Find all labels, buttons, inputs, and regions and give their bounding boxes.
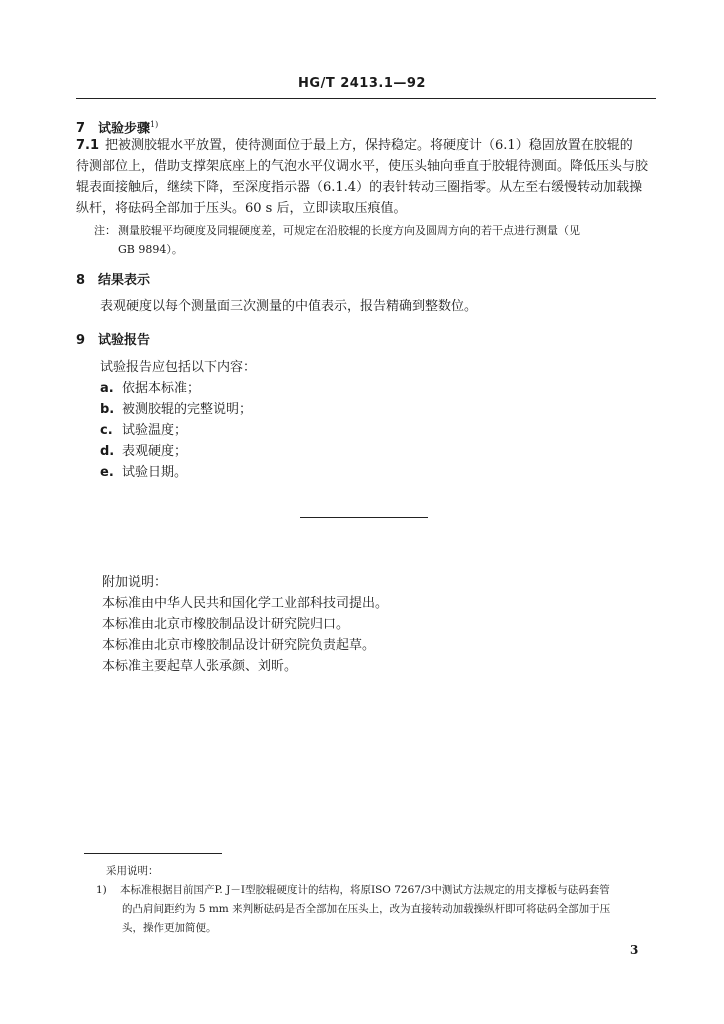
list-item <box>76 399 656 420</box>
additional-title: 附加说明： <box>102 575 168 590</box>
footnote-line <box>96 881 656 900</box>
footnote-rule <box>84 853 222 854</box>
list-key: e. <box>100 465 114 480</box>
list-text: 试验日期。 <box>122 465 188 480</box>
footnote-mark: 1) <box>150 120 159 129</box>
list-text: 表观硬度； <box>122 444 188 459</box>
footnote-line: 头，操作更加简便。 <box>122 922 217 934</box>
section-number: 8 <box>76 273 86 288</box>
list-key: c. <box>100 423 113 438</box>
additional-line: 本标准由中华人民共和国化学工业部科技司提出。 <box>102 596 389 611</box>
list-key: b. <box>100 402 115 417</box>
list-item <box>76 462 656 483</box>
list-key: d. <box>100 444 115 459</box>
standard-code-header: HG/T 2413.1—92 <box>298 76 426 91</box>
report-intro: 试验报告应包括以下内容： <box>100 360 257 375</box>
list-key: a. <box>100 381 114 396</box>
clause-line: 纵杆，将砝码全部加于压头。60 s 后，立即读取压痕值。 <box>76 201 407 216</box>
section-title: 试验报告 <box>98 333 151 348</box>
note-line: GB 9894）。 <box>118 243 183 256</box>
list-text: 被测胶辊的完整说明； <box>122 402 253 417</box>
clause-7-1 <box>76 135 656 219</box>
note-text: 测量胶辊平均硬度及同辊硬度差，可规定在沿胶辊的长度方向及圆周方向的若干点进行测量（见 <box>118 224 580 237</box>
clause-number: 7.1 <box>76 138 100 153</box>
note-label: 注： <box>94 224 116 237</box>
section-9-heading <box>76 330 656 351</box>
additional-line: 本标准由北京市橡胶制品设计研究院负责起草。 <box>102 638 376 653</box>
section-number: 7 <box>76 121 86 137</box>
note-line <box>76 221 656 240</box>
page-number: 3 <box>630 943 639 957</box>
clause-line <box>76 135 656 156</box>
section-title: 试验步骤 <box>98 121 151 137</box>
footnote-line: 的凸肩间距约为 5 mm 来判断砝码是否全部加在压头上，改为直接转动加载操纵杆即可将砝码全部加于压 <box>122 903 611 915</box>
section-8-text: 表观硬度以每个测量面三次测量的中值表示，报告精确到整数位。 <box>100 299 478 314</box>
additional-line: 本标准主要起草人张承颜、刘昕。 <box>102 659 298 674</box>
section-title: 结果表示 <box>98 273 151 288</box>
section-8-heading <box>76 270 656 291</box>
clause-line: 辊表面接触后，继续下降，至深度指示器（6.1.4）的表针转动三圈指零。从左至右缓慢转动加载操 <box>76 180 643 195</box>
end-of-text-rule <box>300 517 428 518</box>
clause-text: 把被测胶辊水平放置，使待测面位于最上方，保持稳定。将硬度计（6.1）稳固放置在胶辊的 <box>105 138 633 153</box>
additional-line: 本标准由北京市橡胶制品设计研究院归口。 <box>102 617 350 632</box>
list-item <box>76 420 656 441</box>
header-rule <box>76 98 656 99</box>
report-items-list <box>76 378 656 483</box>
additional-notes <box>102 572 656 677</box>
list-item <box>76 378 656 399</box>
footnote-text: 本标准根据目前国产P. J－Ⅰ型胶辊硬度计的结构，将原ISO 7267/3中测试方法规定的用支撑板与砝码套管 <box>120 884 610 896</box>
footnote-title: 采用说明： <box>106 865 159 877</box>
note-block <box>76 221 656 259</box>
list-text: 试验温度； <box>122 423 188 438</box>
footnote-block <box>96 862 656 938</box>
section-number: 9 <box>76 333 86 348</box>
clause-line: 待测部位上，借助支撑架底座上的气泡水平仪调水平，使压头轴向垂直于胶辊待测面。降低压头与胶 <box>76 159 649 174</box>
footnote-number: 1) <box>96 884 107 896</box>
list-item <box>76 441 656 462</box>
list-text: 依据本标准； <box>122 381 201 396</box>
